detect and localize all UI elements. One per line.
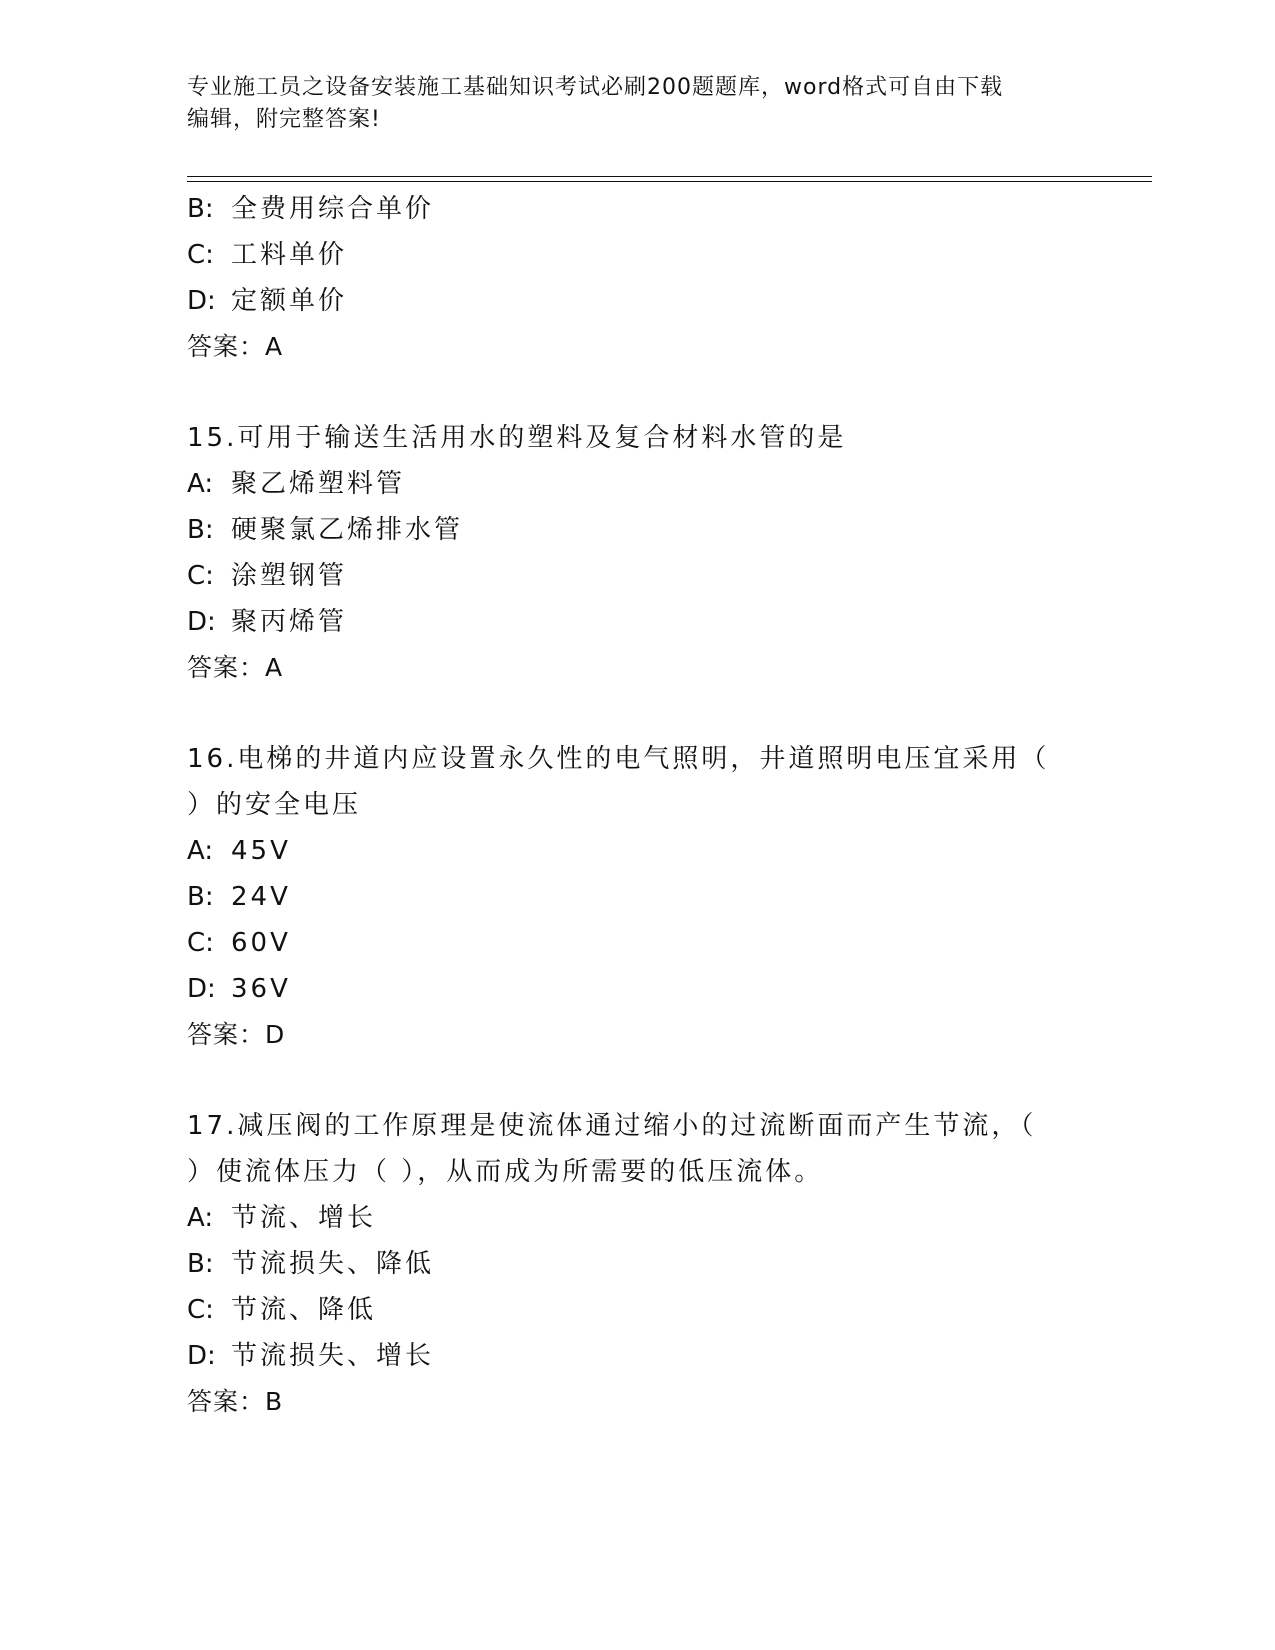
option-letter: A: — [187, 1203, 214, 1233]
option-b — [187, 186, 1152, 232]
question-title: 15.可用于输送生活用水的塑料及复合材料水管的是 — [187, 423, 847, 453]
option-c — [187, 232, 1152, 278]
option-text: 节流、降低 — [231, 1295, 377, 1325]
spacer — [187, 691, 1152, 736]
header-line-2: 编辑，附完整答案! — [187, 107, 381, 132]
option-c — [187, 920, 1152, 966]
question-title-continued: ）的安全电压 — [187, 790, 362, 820]
option-text: 涂塑钢管 — [231, 561, 348, 591]
option-letter: D: — [187, 974, 216, 1004]
option-text: 节流损失、增长 — [231, 1341, 435, 1371]
option-letter: A: — [187, 836, 214, 866]
option-b — [187, 1241, 1152, 1287]
option-text: 定额单价 — [231, 286, 348, 316]
option-letter: C: — [187, 240, 214, 270]
option-text: 聚丙烯管 — [231, 607, 348, 637]
option-d — [187, 1333, 1152, 1379]
option-letter: B: — [187, 515, 214, 545]
option-text: 工料单价 — [231, 240, 348, 270]
option-text: 60V — [231, 928, 291, 958]
question-title-continued: ）使流体压力（ ），从而成为所需要的低压流体。 — [187, 1157, 824, 1187]
option-letter: D: — [187, 286, 216, 316]
option-text: 硬聚氯乙烯排水管 — [231, 515, 464, 545]
option-letter: B: — [187, 1249, 214, 1279]
header-line-1: 专业施工员之设备安装施工基础知识考试必刷200题题库，word格式可自由下载 — [187, 75, 1004, 100]
question-list — [187, 186, 1152, 1425]
header-divider-bottom — [187, 181, 1152, 182]
question-title: 17.减压阀的工作原理是使流体通过缩小的过流断面而产生节流，（ — [187, 1111, 1037, 1141]
option-text: 节流损失、降低 — [231, 1249, 435, 1279]
option-letter: A: — [187, 469, 214, 499]
answer-line: 答案：A — [187, 653, 284, 682]
option-a — [187, 461, 1152, 507]
option-b — [187, 874, 1152, 920]
answer-line: 答案：A — [187, 332, 284, 361]
option-c — [187, 1287, 1152, 1333]
option-letter: B: — [187, 882, 214, 912]
answer-line: 答案：B — [187, 1387, 284, 1416]
document-header — [187, 72, 1087, 136]
option-text: 聚乙烯塑料管 — [231, 469, 406, 499]
answer-line: 答案：D — [187, 1020, 286, 1049]
question-15 — [187, 415, 1152, 691]
option-text: 全费用综合单价 — [231, 194, 435, 224]
option-d — [187, 966, 1152, 1012]
option-letter: D: — [187, 1341, 216, 1371]
option-letter: C: — [187, 928, 214, 958]
question-title: 16.电梯的井道内应设置永久性的电气照明，井道照明电压宜采用（ — [187, 744, 1050, 774]
question-17 — [187, 1103, 1152, 1425]
question-16 — [187, 736, 1152, 1058]
option-d — [187, 599, 1152, 645]
option-letter: B: — [187, 194, 214, 224]
option-b — [187, 507, 1152, 553]
option-letter: C: — [187, 1295, 214, 1325]
option-text: 45V — [231, 836, 291, 866]
question-14-continued — [187, 186, 1152, 370]
option-text: 24V — [231, 882, 291, 912]
option-text: 节流、增长 — [231, 1203, 377, 1233]
option-a — [187, 1195, 1152, 1241]
spacer — [187, 370, 1152, 415]
option-d — [187, 278, 1152, 324]
option-c — [187, 553, 1152, 599]
option-text: 36V — [231, 974, 291, 1004]
option-letter: D: — [187, 607, 216, 637]
option-letter: C: — [187, 561, 214, 591]
header-divider-top — [187, 176, 1152, 177]
spacer — [187, 1058, 1152, 1103]
option-a — [187, 828, 1152, 874]
